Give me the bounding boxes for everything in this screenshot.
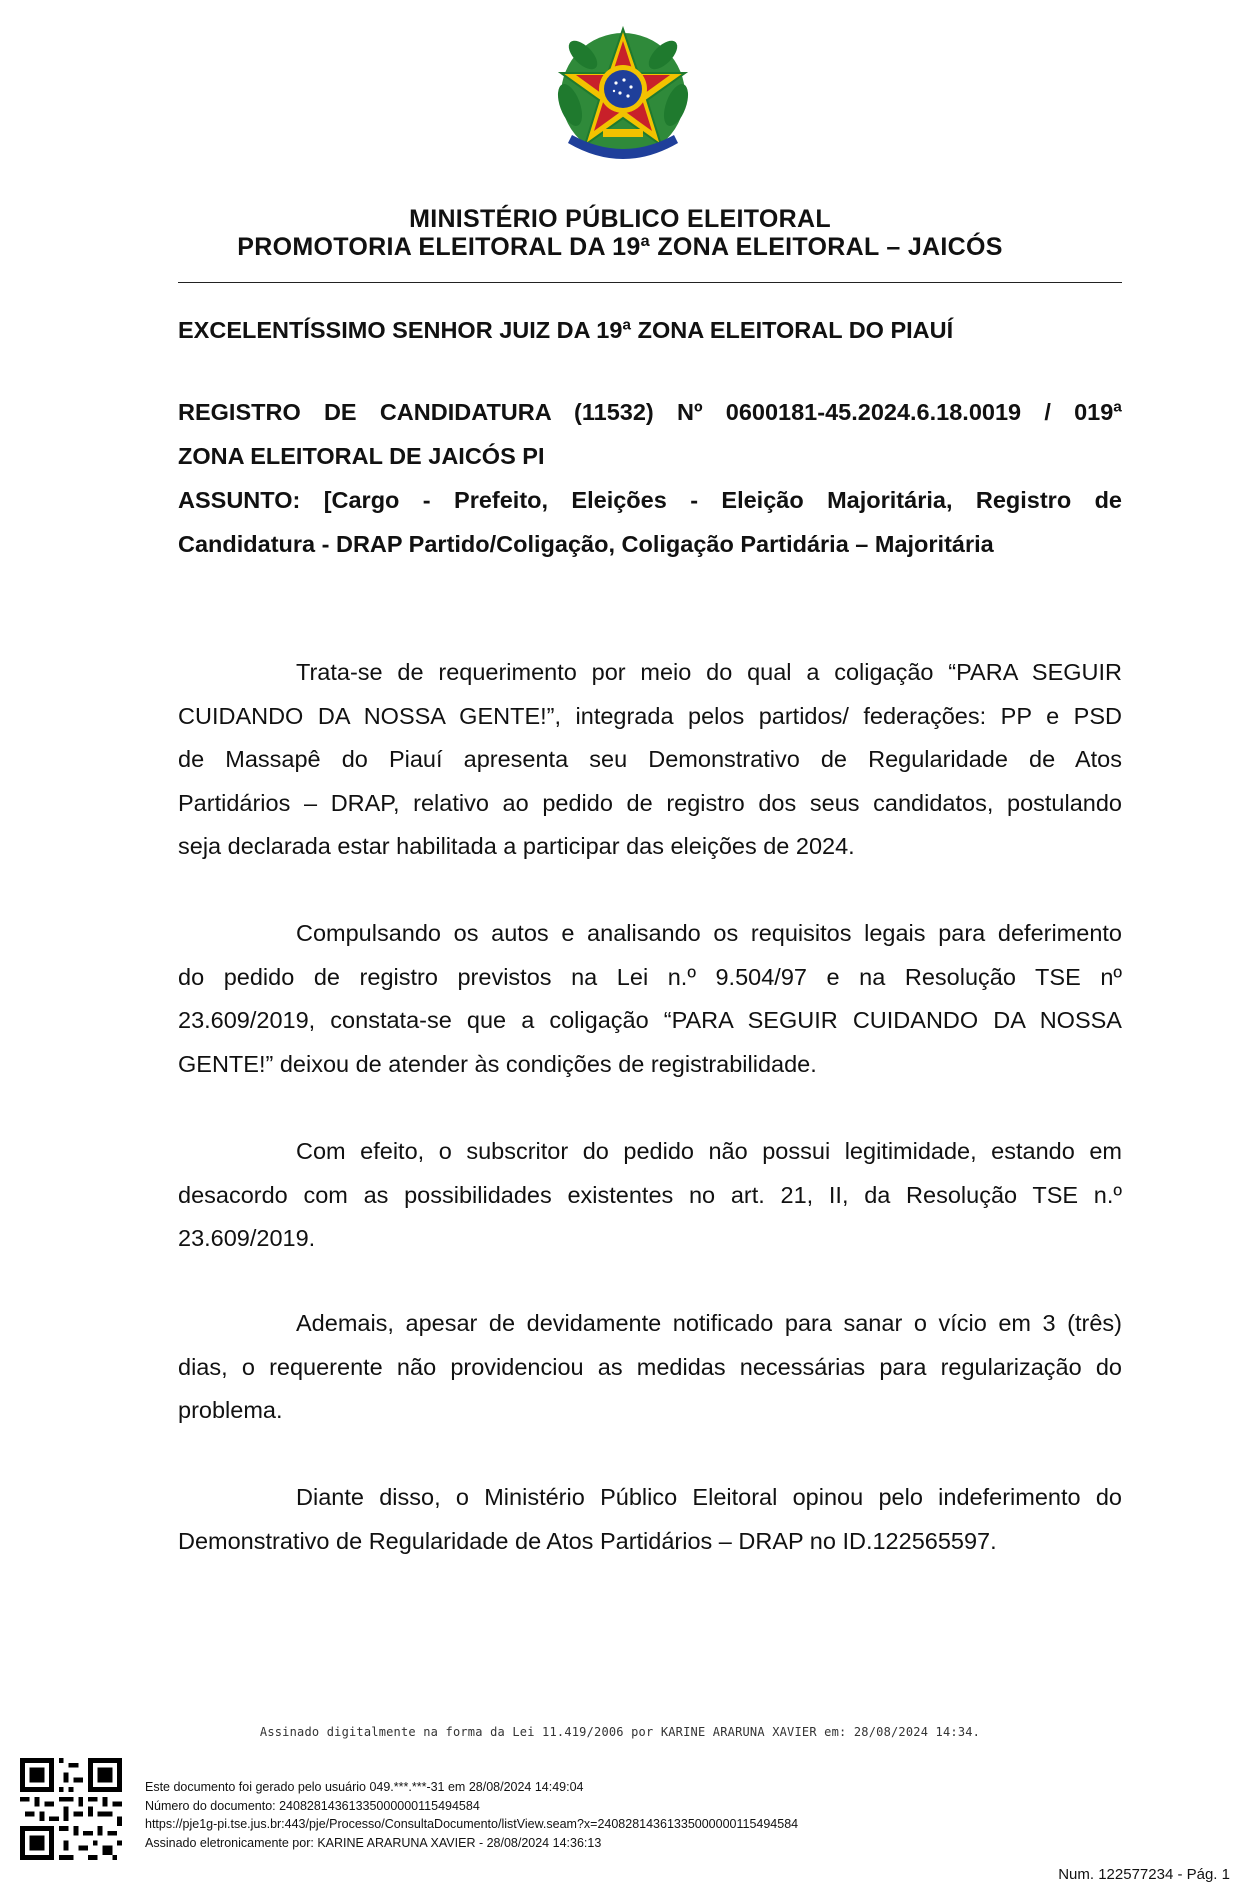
paragraph-line: de Massapê do Piauí apresenta seu Demonstrativo de Regularidade de Atos [178, 746, 1122, 772]
paragraph-line: dias, o requerente não providenciou as medidas necessárias para regularização do [178, 1353, 1122, 1380]
paragraph-1 [178, 651, 1122, 869]
subject-line1: ASSUNTO: [Cargo - Prefeito, Eleições - Eleição Majoritária, Registro de [178, 487, 1122, 513]
paragraph-line: do pedido de registro previstos na Lei n.º 9.504/97 e na Resolução TSE nº [178, 963, 1122, 990]
paragraph-line: GENTE!” deixou de atender às condições de registrabilidade. [178, 1050, 817, 1077]
case-number-line1: REGISTRO DE CANDIDATURA (11532) Nº 0600181-45.2024.6.18.0019 / 019ª [178, 399, 1122, 425]
paragraph-2 [178, 912, 1122, 1086]
paragraph-line: Compulsando os autos e analisando os requisitos legais para deferimento [296, 920, 1122, 946]
paragraph-line: desacordo com as possibilidades existentes no art. 21, II, da Resolução TSE n.º [178, 1181, 1122, 1208]
paragraph-line: Diante disso, o Ministério Público Eleitoral opinou pelo indeferimento do [296, 1484, 1122, 1510]
header-promotoria: PROMOTORIA ELEITORAL DA 19ª ZONA ELEITORAL – JAICÓS [237, 233, 1003, 261]
paragraph-line: CUIDANDO DA NOSSA GENTE!”, integrada pelos partidos/ federações: PP e PSD [178, 702, 1122, 729]
paragraph-line: 23.609/2019. [178, 1225, 316, 1251]
footer-document-number: Número do documento: 24082814361335000000115494584 [145, 1798, 480, 1813]
footer-generated: Este documento foi gerado pelo usuário 049.***.***-31 em 28/08/2024 14:49:04 [145, 1780, 584, 1794]
case-number-line2: ZONA ELEITORAL DE JAICÓS PI [178, 443, 545, 469]
digital-signature-note: Assinado digitalmente na forma da Lei 11.419/2006 por KARINE ARARUNA XAVIER em: 28/08/2024 14:34. [259, 1725, 981, 1739]
paragraph-line: 23.609/2019, constata-se que a coligação “PARA SEGUIR CUIDANDO DA NOSSA [178, 1007, 1122, 1033]
document-footer [145, 1778, 798, 1852]
subject-line2: Candidatura - DRAP Partido/Coligação, Coligação Partidária – Majoritária [178, 531, 994, 557]
paragraph-line: Trata-se de requerimento por meio do qual a coligação “PARA SEGUIR [296, 659, 1122, 685]
paragraph-line: seja declarada estar habilitada a participar das eleições de 2024. [178, 833, 855, 859]
footer-signed: Assinado eletronicamente por: KARINE ARARUNA XAVIER - 28/08/2024 14:36:13 [145, 1835, 602, 1850]
header-ministry: MINISTÉRIO PÚBLICO ELEITORAL [409, 205, 831, 233]
paragraph-line: Com efeito, o subscritor do pedido não possui legitimidade, estando em [296, 1138, 1122, 1164]
paragraph-line: Demonstrativo de Regularidade de Atos Partidários – DRAP no ID.122565597. [178, 1527, 997, 1554]
header-divider [178, 282, 1122, 283]
brazil-coat-of-arms-emblem [548, 25, 698, 175]
qr-code-icon[interactable] [20, 1758, 122, 1860]
paragraph-line: problema. [178, 1397, 283, 1423]
paragraph-line: Ademais, apesar de devidamente notificado para sanar o vício em 3 (três) [296, 1310, 1122, 1336]
addressee: EXCELENTÍSSIMO SENHOR JUIZ DA 19ª ZONA ELEITORAL DO PIAUÍ [178, 317, 954, 343]
paragraph-4 [178, 1302, 1122, 1433]
paragraph-3 [178, 1130, 1122, 1261]
paragraph-5 [178, 1476, 1122, 1563]
paragraph-line: Partidários – DRAP, relativo ao pedido de registro dos seus candidatos, postulando [178, 789, 1122, 816]
footer-url-link[interactable]: https://pje1g-pi.tse.jus.br:443/pje/Processo/ConsultaDocumento/listView.seam?x=24082814361335000000115494584 [145, 1817, 799, 1831]
page-number: Num. 122577234 - Pág. 1 [1058, 1866, 1230, 1883]
